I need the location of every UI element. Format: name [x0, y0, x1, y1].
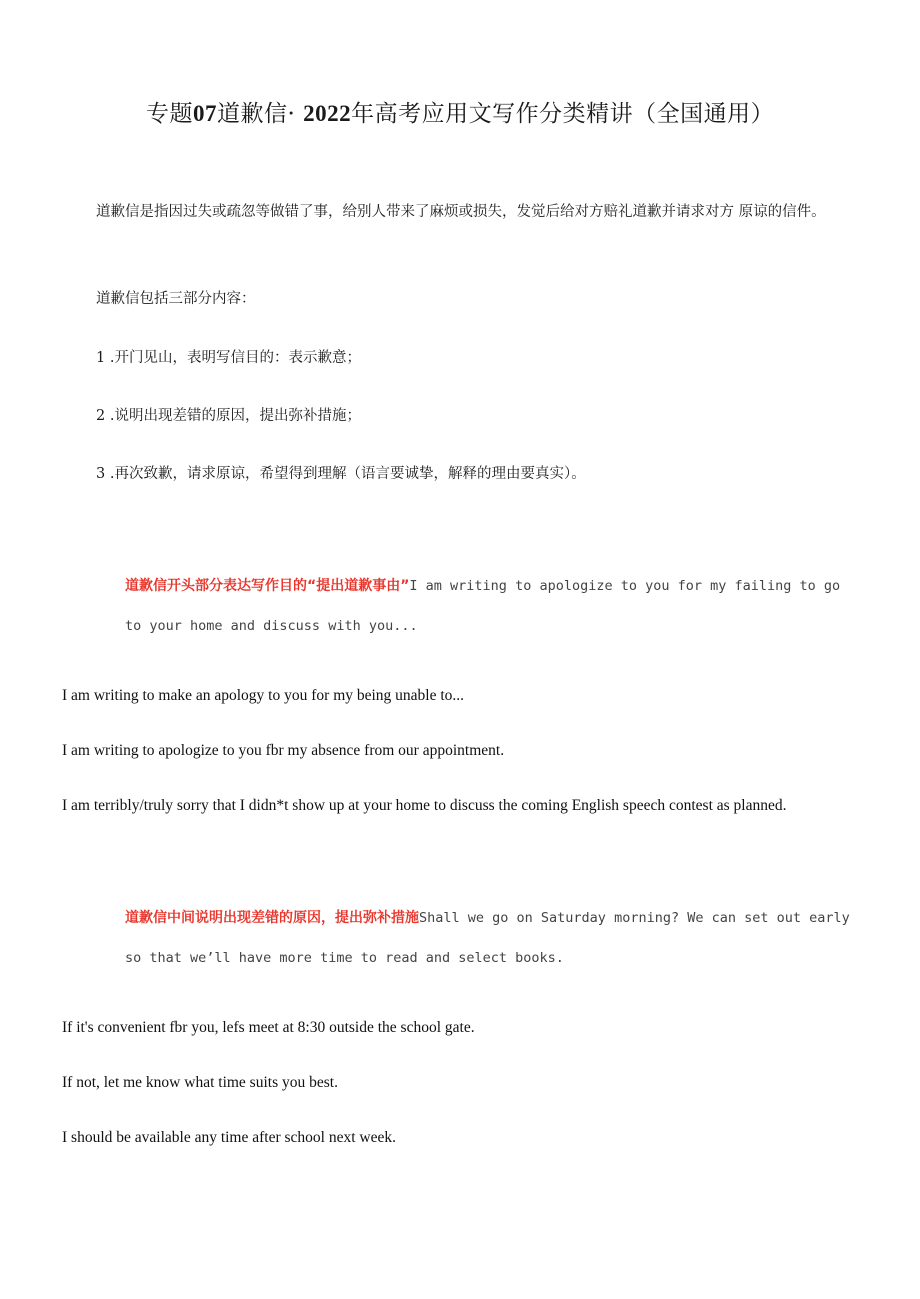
- opening-sentence-1: I am writing to make an apology to you for my being unable to...: [62, 687, 465, 704]
- title-number: 07: [192, 101, 217, 126]
- opening-sentence-2: I am writing to apologize to you fbr my absence from our appointment.: [62, 742, 505, 759]
- content-item-1: 1 .开门见山，表明写信目的：表示歉意；: [96, 350, 361, 366]
- content-item-2: 2 .说明出现差错的原因，提出弥补措施；: [96, 408, 361, 424]
- middle-sentence-2: If not, let me know what time suits you best.: [62, 1074, 338, 1091]
- contents-heading: 道歉信包括三部分内容：: [96, 291, 256, 307]
- title-prefix: 专题: [145, 101, 193, 127]
- title-topic: 道歉信·: [216, 101, 304, 127]
- page-title: [0, 95, 920, 128]
- content-item-3: 3 .再次致歉，请求原谅，希望得到理解（语言要诚挚，解释的理由要真实）。: [96, 466, 586, 482]
- title-year: 2022: [303, 101, 352, 126]
- section-middle-heading: 道歉信中间说明出现差错的原因，提出弥补措施: [125, 910, 419, 926]
- middle-sentence-1: If it's convenient fbr you, lefs meet at 8:30 outside the school gate.: [62, 1019, 475, 1036]
- title-suffix: 年高考应用文写作分类精讲（全国通用）: [351, 101, 775, 127]
- section-opening-heading: 道歉信开头部分表达写作目的“提出道歉事由”: [125, 578, 410, 594]
- section-middle: [125, 898, 855, 978]
- intro-paragraph: 道歉信是指因过失或疏忽等做错了事，给别人带来了麻烦或损失，发觉后给对方赔礼道歉并请求对方 原谅的信件。: [96, 204, 826, 220]
- middle-sentence-3: I should be available any time after school next week.: [62, 1129, 396, 1146]
- section-opening: [125, 566, 855, 646]
- opening-sentence-3: I am terribly/truly sorry that I didn*t show up at your home to discuss the coming English speech contest as planned.: [62, 797, 787, 814]
- section-opening-example: I am writing to apologize to you for my failing to go to your home and discuss with you...: [125, 578, 841, 634]
- section-middle-example: Shall we go on Saturday morning? We can set out early so that we’ll have more time to read and select books.: [125, 910, 850, 966]
